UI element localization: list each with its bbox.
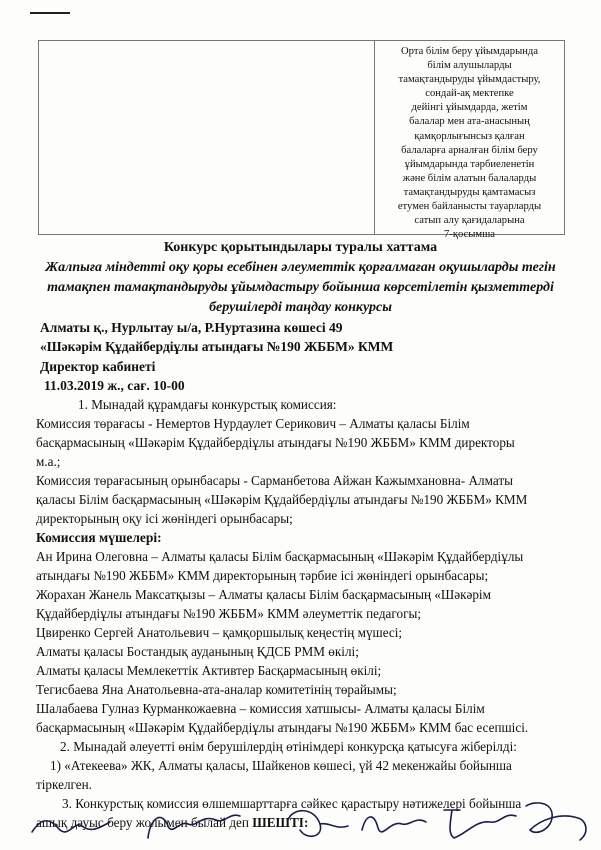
- signature-5: [444, 810, 516, 838]
- document-title: Конкурс қорытындылары туралы хаттама: [163, 240, 438, 255]
- item3-line: 3. Конкурстық комиссия өлшемшарттарға сәйкес қарастыру нәтижелері бойынша: [62, 796, 522, 811]
- body-line: Комиссия төрағасы - Немертов Нурдаулет Серикович – Алматы қаласы Білім: [36, 416, 470, 431]
- annex-line: балаларға арналған білім беру: [401, 144, 538, 156]
- annex-line: ұйымдарында тәрбиеленетін: [404, 158, 535, 170]
- subtitle-line: Жалпыға міндетті оқу қоры есебінен әлеуметтік қорғалмаған оқушыларды тегін: [45, 260, 556, 275]
- body-line: басқармасының «Шәкәрім Құдайбердіұлы атындағы №190 ЖББМ» КММ директоры: [36, 435, 515, 450]
- annex-line: сатып алу қағидаларына: [414, 215, 525, 227]
- top-dash: [30, 12, 70, 14]
- item2-line: 2. Мынадай әлеуетті өнім берушілердің өтінімдері конкурсқа қатысуға жіберілді:: [60, 739, 517, 754]
- meeting-room: Директор кабинеті: [40, 359, 156, 374]
- signatures: [30, 790, 595, 850]
- member-line: Алматы қаласы Бостандық ауданының ҚДСБ РММ өкілі;: [36, 644, 359, 659]
- annex-line: етумен байланысты тауарларды: [397, 201, 542, 213]
- member-line: Алматы қаласы Мемлекеттік Активтер Басқармасының өкілі;: [36, 663, 382, 678]
- member-line: Құдайбердіұлы атындағы №190 ЖББМ» КММ әлеуметтік педагогы;: [36, 606, 422, 621]
- body-line: м.а.;: [36, 454, 61, 469]
- member-line: Жорахан Жанель Максатқызы – Алматы қаласы Білім басқармасының «Шәкәрім: [36, 587, 491, 602]
- annex-line: балалар мен ата-анасының: [409, 116, 530, 128]
- annex-line: Орта білім беру ұйымдарында: [401, 46, 538, 57]
- annex-line: және білім алатын балаларды: [402, 172, 537, 184]
- body-line: Комиссия төрағасының орынбасары - Сарманбетова Айжан Кажымхановна- Алматы: [36, 473, 513, 488]
- address: Алматы қ., Нурлытау ы/а, Р.Нуртазина көшесі 49: [40, 320, 343, 335]
- annex-line: білім алушыларды: [427, 60, 512, 72]
- member-line: Тегисбаева Яна Анатольевна-ата-аналар комитетінің төрайымы;: [36, 682, 397, 697]
- organization-name: «Шәкәрім Құдайбердіұлы атындағы №190 ЖББМ» КММ: [40, 339, 394, 354]
- item2-line: тіркелген.: [36, 777, 92, 792]
- annex-line: тамақтандыруды қамтамасыз: [403, 186, 536, 198]
- signature-2: [148, 815, 240, 838]
- meeting-datetime: 11.03.2019 ж., сағ. 10-00: [44, 378, 185, 393]
- member-line: басқармасының «Шәкәрім Құдайбердіұлы атындағы №190 ЖББМ» КММ бас есепшісі.: [36, 720, 529, 735]
- signature-6: [526, 803, 586, 840]
- annex-stamp: [377, 45, 562, 242]
- decision-word: ШЕШТІ:: [252, 815, 309, 830]
- header-table: [38, 40, 565, 241]
- members-heading: Комиссия мүшелері:: [36, 530, 162, 545]
- body-line: қаласы Білім басқармасының «Шәкәрім Құдайбердіұлы атындағы №190 ЖББМ» КММ: [36, 492, 528, 507]
- annex-line: қамқорлығынсыз қалған: [414, 130, 525, 142]
- item2-line: 1) «Атекеева» ЖК, Алматы қаласы, Шайкенов көшесі, үй 42 мекенжайы бойынша: [50, 758, 512, 773]
- subtitle-line: берушілерді таңдау конкурсы: [209, 300, 392, 315]
- body-line: директорының оқу ісі жөніндегі орынбасары;: [36, 511, 293, 526]
- member-line: атындағы №190 ЖББМ» КММ директорының тәрбие ісі жөніндегі орынбасары;: [36, 568, 489, 583]
- annex-line: 7-қосымша: [444, 229, 495, 241]
- annex-line: тамақтандыруды ұйымдастыру,: [398, 74, 541, 86]
- item3-text: ашық дауыс беру жолымен былай деп: [36, 815, 249, 830]
- signature-4: [362, 817, 426, 832]
- header-divider: [374, 41, 375, 234]
- member-line: Цвиренко Сергей Анатольевич – қамқоршылық кеңестің мүшесі;: [36, 625, 403, 640]
- annex-line: дейінгі ұйымдарда, жетім: [411, 102, 528, 114]
- member-line: Ан Ирина Олеговна – Алматы қаласы Білім басқармасының «Шәкәрім Құдайбердіұлы: [36, 549, 524, 564]
- body-line: 1. Мынадай құрамдағы конкурстық комиссия:: [78, 397, 337, 412]
- signature-3: [288, 811, 348, 837]
- member-line: Шалабаева Гулназ Курманкожаевна – комиссия хатшысы- Алматы қаласы Білім: [36, 701, 485, 716]
- signature-1: [32, 821, 110, 832]
- subtitle-line: тамақпен тамақтандыруды ұйымдастыру бойынша көрсетілетін қызметтерді: [47, 280, 554, 295]
- annex-line: сондай-ақ мектепке: [425, 88, 514, 100]
